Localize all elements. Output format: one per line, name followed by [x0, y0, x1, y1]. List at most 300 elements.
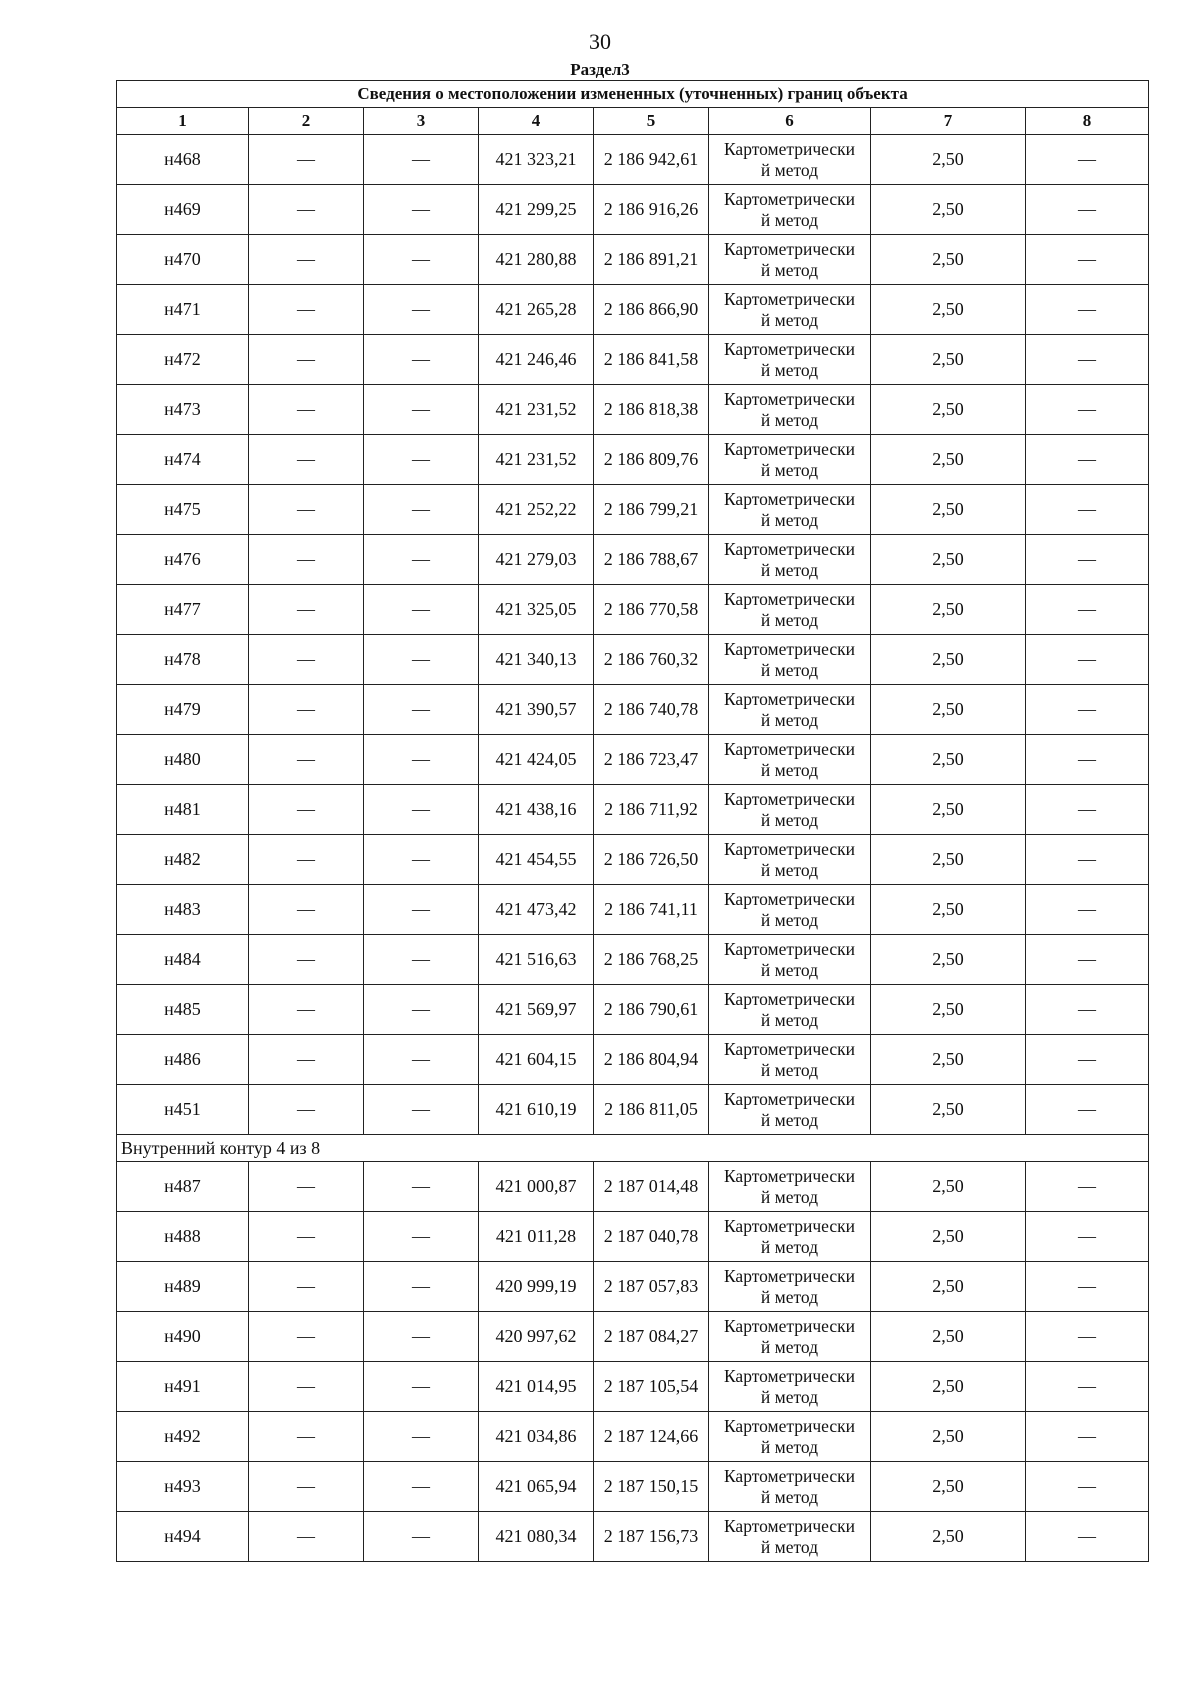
method-line-2: й метод [760, 1009, 819, 1030]
y-coordinate-cell: 2 186 770,58 [594, 585, 709, 635]
point-name-cell: н473 [117, 385, 249, 435]
method-cell [709, 1462, 871, 1512]
dash-cell: — [1026, 485, 1149, 535]
dash-cell: — [364, 835, 479, 885]
table-row [117, 385, 1149, 435]
method-cell [709, 1262, 871, 1312]
dash-cell: — [364, 785, 479, 835]
dash-cell: — [1026, 1362, 1149, 1412]
method-line-1: Картометрически [723, 538, 856, 559]
dash-cell: — [1026, 885, 1149, 935]
table-row [117, 435, 1149, 485]
dash-cell: — [1026, 1035, 1149, 1085]
dash-cell: — [1026, 985, 1149, 1035]
precision-cell: 2,50 [871, 935, 1026, 985]
method-line-2: й метод [760, 959, 819, 980]
precision-cell: 2,50 [871, 185, 1026, 235]
y-coordinate-cell: 2 187 014,48 [594, 1162, 709, 1212]
point-name-cell: н479 [117, 685, 249, 735]
precision-cell: 2,50 [871, 285, 1026, 335]
method-line-1: Картометрически [723, 1165, 856, 1186]
table-row [117, 485, 1149, 535]
method-line-2: й метод [760, 1109, 819, 1130]
method-cell [709, 1162, 871, 1212]
precision-cell: 2,50 [871, 135, 1026, 185]
column-number: 4 [479, 108, 594, 135]
dash-cell: — [364, 885, 479, 935]
method-cell [709, 885, 871, 935]
table-row [117, 235, 1149, 285]
precision-cell: 2,50 [871, 835, 1026, 885]
x-coordinate-cell: 421 323,21 [479, 135, 594, 185]
method-line-2: й метод [760, 359, 819, 380]
dash-cell: — [249, 735, 364, 785]
dash-cell: — [364, 1412, 479, 1462]
dash-cell: — [249, 1412, 364, 1462]
point-name-cell: н488 [117, 1212, 249, 1262]
x-coordinate-cell: 421 390,57 [479, 685, 594, 735]
dash-cell: — [249, 1085, 364, 1135]
method-line-1: Картометрически [723, 388, 856, 409]
precision-cell: 2,50 [871, 435, 1026, 485]
table-row [117, 185, 1149, 235]
column-number: 8 [1026, 108, 1149, 135]
dash-cell: — [249, 1262, 364, 1312]
precision-cell: 2,50 [871, 1212, 1026, 1262]
dash-cell: — [1026, 835, 1149, 885]
point-name-cell: н485 [117, 985, 249, 1035]
point-name-cell: н483 [117, 885, 249, 935]
dash-cell: — [249, 685, 364, 735]
point-name-cell: н489 [117, 1262, 249, 1312]
column-number: 5 [594, 108, 709, 135]
method-line-2: й метод [760, 1236, 819, 1257]
method-line-2: й метод [760, 1536, 819, 1557]
method-cell [709, 485, 871, 535]
dash-cell: — [364, 1035, 479, 1085]
method-line-2: й метод [760, 159, 819, 180]
method-line-2: й метод [760, 859, 819, 880]
x-coordinate-cell: 421 279,03 [479, 535, 594, 585]
dash-cell: — [364, 435, 479, 485]
method-cell [709, 335, 871, 385]
dash-cell: — [364, 485, 479, 535]
dash-cell: — [249, 635, 364, 685]
x-coordinate-cell: 421 014,95 [479, 1362, 594, 1412]
contour-heading-row [117, 1135, 1149, 1162]
point-name-cell: н490 [117, 1312, 249, 1362]
point-name-cell: н478 [117, 635, 249, 685]
point-name-cell: н470 [117, 235, 249, 285]
x-coordinate-cell: 421 340,13 [479, 635, 594, 685]
y-coordinate-cell: 2 186 740,78 [594, 685, 709, 735]
precision-cell: 2,50 [871, 1312, 1026, 1362]
method-cell [709, 985, 871, 1035]
dash-cell: — [1026, 635, 1149, 685]
precision-cell: 2,50 [871, 1262, 1026, 1312]
method-line-1: Картометрически [723, 488, 856, 509]
precision-cell: 2,50 [871, 1362, 1026, 1412]
point-name-cell: н481 [117, 785, 249, 835]
method-line-1: Картометрически [723, 738, 856, 759]
method-cell [709, 1512, 871, 1562]
dash-cell: — [249, 1362, 364, 1412]
precision-cell: 2,50 [871, 785, 1026, 835]
dash-cell: — [249, 185, 364, 235]
y-coordinate-cell: 2 186 891,21 [594, 235, 709, 285]
precision-cell: 2,50 [871, 1162, 1026, 1212]
x-coordinate-cell: 421 454,55 [479, 835, 594, 885]
method-line-2: й метод [760, 509, 819, 530]
table-row [117, 1362, 1149, 1412]
point-name-cell: н484 [117, 935, 249, 985]
dash-cell: — [249, 1212, 364, 1262]
dash-cell: — [1026, 685, 1149, 735]
method-line-2: й метод [760, 1486, 819, 1507]
y-coordinate-cell: 2 186 788,67 [594, 535, 709, 585]
section-title: Раздел3 [570, 60, 630, 79]
dash-cell: — [249, 785, 364, 835]
dash-cell: — [249, 1512, 364, 1562]
method-line-2: й метод [760, 1286, 819, 1307]
table-row [117, 1035, 1149, 1085]
x-coordinate-cell: 421 610,19 [479, 1085, 594, 1135]
point-name-cell: н469 [117, 185, 249, 235]
x-coordinate-cell: 421 280,88 [479, 235, 594, 285]
y-coordinate-cell: 2 186 809,76 [594, 435, 709, 485]
dash-cell: — [249, 935, 364, 985]
table-row [117, 1212, 1149, 1262]
table-row [117, 985, 1149, 1035]
method-line-1: Картометрически [723, 1365, 856, 1386]
method-cell [709, 1362, 871, 1412]
point-name-cell: н480 [117, 735, 249, 785]
table-row [117, 785, 1149, 835]
dash-cell: — [1026, 1262, 1149, 1312]
method-line-2: й метод [760, 459, 819, 480]
x-coordinate-cell: 421 231,52 [479, 385, 594, 435]
method-line-2: й метод [760, 609, 819, 630]
column-number: 3 [364, 108, 479, 135]
point-name-cell: н475 [117, 485, 249, 535]
dash-cell: — [1026, 135, 1149, 185]
dash-cell: — [364, 1312, 479, 1362]
dash-cell: — [364, 685, 479, 735]
dash-cell: — [1026, 1212, 1149, 1262]
dash-cell: — [249, 235, 364, 285]
method-line-2: й метод [760, 1336, 819, 1357]
y-coordinate-cell: 2 187 084,27 [594, 1312, 709, 1362]
precision-cell: 2,50 [871, 485, 1026, 535]
method-line-1: Картометрически [723, 338, 856, 359]
x-coordinate-cell: 421 034,86 [479, 1412, 594, 1462]
point-name-cell: н486 [117, 1035, 249, 1085]
dash-cell: — [249, 585, 364, 635]
dash-cell: — [364, 335, 479, 385]
method-cell [709, 235, 871, 285]
y-coordinate-cell: 2 186 804,94 [594, 1035, 709, 1085]
table-row [117, 1162, 1149, 1212]
x-coordinate-cell: 421 231,52 [479, 435, 594, 485]
method-cell [709, 785, 871, 835]
dash-cell: — [364, 135, 479, 185]
table-row [117, 1312, 1149, 1362]
dash-cell: — [1026, 385, 1149, 435]
method-line-2: й метод [760, 259, 819, 280]
precision-cell: 2,50 [871, 635, 1026, 685]
dash-cell: — [249, 885, 364, 935]
point-name-cell: н471 [117, 285, 249, 335]
precision-cell: 2,50 [871, 1412, 1026, 1462]
point-name-cell: н492 [117, 1412, 249, 1462]
precision-cell: 2,50 [871, 585, 1026, 635]
dash-cell: — [1026, 1085, 1149, 1135]
x-coordinate-cell: 421 065,94 [479, 1462, 594, 1512]
dash-cell: — [249, 485, 364, 535]
point-name-cell: н474 [117, 435, 249, 485]
dash-cell: — [364, 1512, 479, 1562]
method-cell [709, 635, 871, 685]
method-line-1: Картометрически [723, 438, 856, 459]
precision-cell: 2,50 [871, 685, 1026, 735]
method-cell [709, 1035, 871, 1085]
method-line-1: Картометрически [723, 1465, 856, 1486]
table-body [117, 135, 1149, 1562]
dash-cell: — [364, 1212, 479, 1262]
point-name-cell: н487 [117, 1162, 249, 1212]
method-line-2: й метод [760, 809, 819, 830]
method-line-1: Картометрически [723, 1038, 856, 1059]
dash-cell: — [364, 1085, 479, 1135]
y-coordinate-cell: 2 186 866,90 [594, 285, 709, 335]
x-coordinate-cell: 420 999,19 [479, 1262, 594, 1312]
precision-cell: 2,50 [871, 385, 1026, 435]
x-coordinate-cell: 421 473,42 [479, 885, 594, 935]
dash-cell: — [249, 285, 364, 335]
precision-cell: 2,50 [871, 1462, 1026, 1512]
method-line-2: й метод [760, 1186, 819, 1207]
precision-cell: 2,50 [871, 735, 1026, 785]
dash-cell: — [1026, 585, 1149, 635]
method-line-1: Картометрически [723, 1315, 856, 1336]
y-coordinate-cell: 2 186 723,47 [594, 735, 709, 785]
point-name-cell: н472 [117, 335, 249, 385]
y-coordinate-cell: 2 187 057,83 [594, 1262, 709, 1312]
dash-cell: — [364, 635, 479, 685]
table-row [117, 1262, 1149, 1312]
point-name-cell: н468 [117, 135, 249, 185]
dash-cell: — [249, 135, 364, 185]
method-line-2: й метод [760, 559, 819, 580]
table-row [117, 135, 1149, 185]
dash-cell: — [249, 1035, 364, 1085]
method-line-2: й метод [760, 1386, 819, 1407]
table-row [117, 1462, 1149, 1512]
y-coordinate-cell: 2 186 799,21 [594, 485, 709, 535]
method-cell [709, 1312, 871, 1362]
dash-cell: — [249, 1162, 364, 1212]
method-line-1: Картометрически [723, 588, 856, 609]
dash-cell: — [1026, 935, 1149, 985]
method-line-1: Картометрически [723, 988, 856, 1009]
method-line-2: й метод [760, 1059, 819, 1080]
column-number: 2 [249, 108, 364, 135]
dash-cell: — [364, 1362, 479, 1412]
table-row [117, 585, 1149, 635]
point-name-cell: н494 [117, 1512, 249, 1562]
dash-cell: — [364, 235, 479, 285]
method-cell [709, 185, 871, 235]
dash-cell: — [364, 735, 479, 785]
method-line-2: й метод [760, 759, 819, 780]
column-number: 7 [871, 108, 1026, 135]
y-coordinate-cell: 2 186 768,25 [594, 935, 709, 985]
page-number: 30 [589, 29, 611, 54]
y-coordinate-cell: 2 187 156,73 [594, 1512, 709, 1562]
dash-cell: — [1026, 185, 1149, 235]
table-row [117, 685, 1149, 735]
y-coordinate-cell: 2 186 790,61 [594, 985, 709, 1035]
y-coordinate-cell: 2 186 841,58 [594, 335, 709, 385]
y-coordinate-cell: 2 186 916,26 [594, 185, 709, 235]
y-coordinate-cell: 2 186 711,92 [594, 785, 709, 835]
method-cell [709, 835, 871, 885]
column-number: 6 [709, 108, 871, 135]
dash-cell: — [249, 535, 364, 585]
dash-cell: — [364, 385, 479, 435]
precision-cell: 2,50 [871, 535, 1026, 585]
method-line-2: й метод [760, 659, 819, 680]
dash-cell: — [249, 1462, 364, 1512]
point-name-cell: н451 [117, 1085, 249, 1135]
dash-cell: — [1026, 1162, 1149, 1212]
table-row [117, 1085, 1149, 1135]
method-line-2: й метод [760, 909, 819, 930]
dash-cell: — [1026, 1512, 1149, 1562]
dash-cell: — [249, 435, 364, 485]
table-row [117, 1412, 1149, 1462]
point-name-cell: н477 [117, 585, 249, 635]
method-line-2: й метод [760, 309, 819, 330]
precision-cell: 2,50 [871, 335, 1026, 385]
precision-cell: 2,50 [871, 1085, 1026, 1135]
y-coordinate-cell: 2 186 811,05 [594, 1085, 709, 1135]
method-line-1: Картометрически [723, 1515, 856, 1536]
dash-cell: — [1026, 235, 1149, 285]
precision-cell: 2,50 [871, 885, 1026, 935]
table-row [117, 535, 1149, 585]
y-coordinate-cell: 2 186 818,38 [594, 385, 709, 435]
table-row [117, 635, 1149, 685]
method-line-1: Картометрически [723, 938, 856, 959]
dash-cell: — [1026, 285, 1149, 335]
method-cell [709, 1085, 871, 1135]
dash-cell: — [1026, 1462, 1149, 1512]
dash-cell: — [364, 535, 479, 585]
x-coordinate-cell: 421 252,22 [479, 485, 594, 535]
method-cell [709, 1212, 871, 1262]
point-name-cell: н491 [117, 1362, 249, 1412]
y-coordinate-cell: 2 186 726,50 [594, 835, 709, 885]
x-coordinate-cell: 421 438,16 [479, 785, 594, 835]
x-coordinate-cell: 421 569,97 [479, 985, 594, 1035]
table-caption-row [117, 81, 1149, 108]
method-line-2: й метод [760, 209, 819, 230]
precision-cell: 2,50 [871, 1035, 1026, 1085]
y-coordinate-cell: 2 187 124,66 [594, 1412, 709, 1462]
y-coordinate-cell: 2 186 760,32 [594, 635, 709, 685]
x-coordinate-cell: 421 299,25 [479, 185, 594, 235]
method-line-1: Картометрически [723, 1415, 856, 1436]
table-caption: Сведения о местоположении измененных (уточненных) границ объекта [117, 81, 1149, 108]
x-coordinate-cell: 421 265,28 [479, 285, 594, 335]
method-line-1: Картометрически [723, 638, 856, 659]
x-coordinate-cell: 421 246,46 [479, 335, 594, 385]
precision-cell: 2,50 [871, 1512, 1026, 1562]
method-cell [709, 935, 871, 985]
method-cell [709, 735, 871, 785]
y-coordinate-cell: 2 187 150,15 [594, 1462, 709, 1512]
table-row [117, 735, 1149, 785]
method-cell [709, 435, 871, 485]
coordinates-table [116, 80, 1149, 1562]
x-coordinate-cell: 421 011,28 [479, 1212, 594, 1262]
method-line-1: Картометрически [723, 288, 856, 309]
method-line-1: Картометрически [723, 838, 856, 859]
x-coordinate-cell: 421 000,87 [479, 1162, 594, 1212]
method-cell [709, 385, 871, 435]
point-name-cell: н493 [117, 1462, 249, 1512]
x-coordinate-cell: 421 325,05 [479, 585, 594, 635]
dash-cell: — [1026, 1412, 1149, 1462]
dash-cell: — [1026, 335, 1149, 385]
method-line-1: Картометрически [723, 688, 856, 709]
method-cell [709, 1412, 871, 1462]
method-line-2: й метод [760, 709, 819, 730]
dash-cell: — [249, 1312, 364, 1362]
table-row [117, 285, 1149, 335]
y-coordinate-cell: 2 186 741,11 [594, 885, 709, 935]
column-number-row [117, 108, 1149, 135]
x-coordinate-cell: 421 424,05 [479, 735, 594, 785]
dash-cell: — [1026, 735, 1149, 785]
dash-cell: — [249, 385, 364, 435]
dash-cell: — [364, 285, 479, 335]
dash-cell: — [364, 935, 479, 985]
method-line-1: Картометрически [723, 188, 856, 209]
column-number: 1 [117, 108, 249, 135]
table-row [117, 835, 1149, 885]
method-line-2: й метод [760, 409, 819, 430]
dash-cell: — [1026, 1312, 1149, 1362]
y-coordinate-cell: 2 187 040,78 [594, 1212, 709, 1262]
table-row [117, 885, 1149, 935]
method-cell [709, 585, 871, 635]
method-line-1: Картометрически [723, 1265, 856, 1286]
x-coordinate-cell: 420 997,62 [479, 1312, 594, 1362]
precision-cell: 2,50 [871, 235, 1026, 285]
method-cell [709, 685, 871, 735]
method-line-1: Картометрически [723, 138, 856, 159]
dash-cell: — [249, 835, 364, 885]
dash-cell: — [364, 1462, 479, 1512]
method-cell [709, 135, 871, 185]
method-line-2: й метод [760, 1436, 819, 1457]
method-line-1: Картометрически [723, 238, 856, 259]
dash-cell: — [1026, 435, 1149, 485]
precision-cell: 2,50 [871, 985, 1026, 1035]
x-coordinate-cell: 421 080,34 [479, 1512, 594, 1562]
